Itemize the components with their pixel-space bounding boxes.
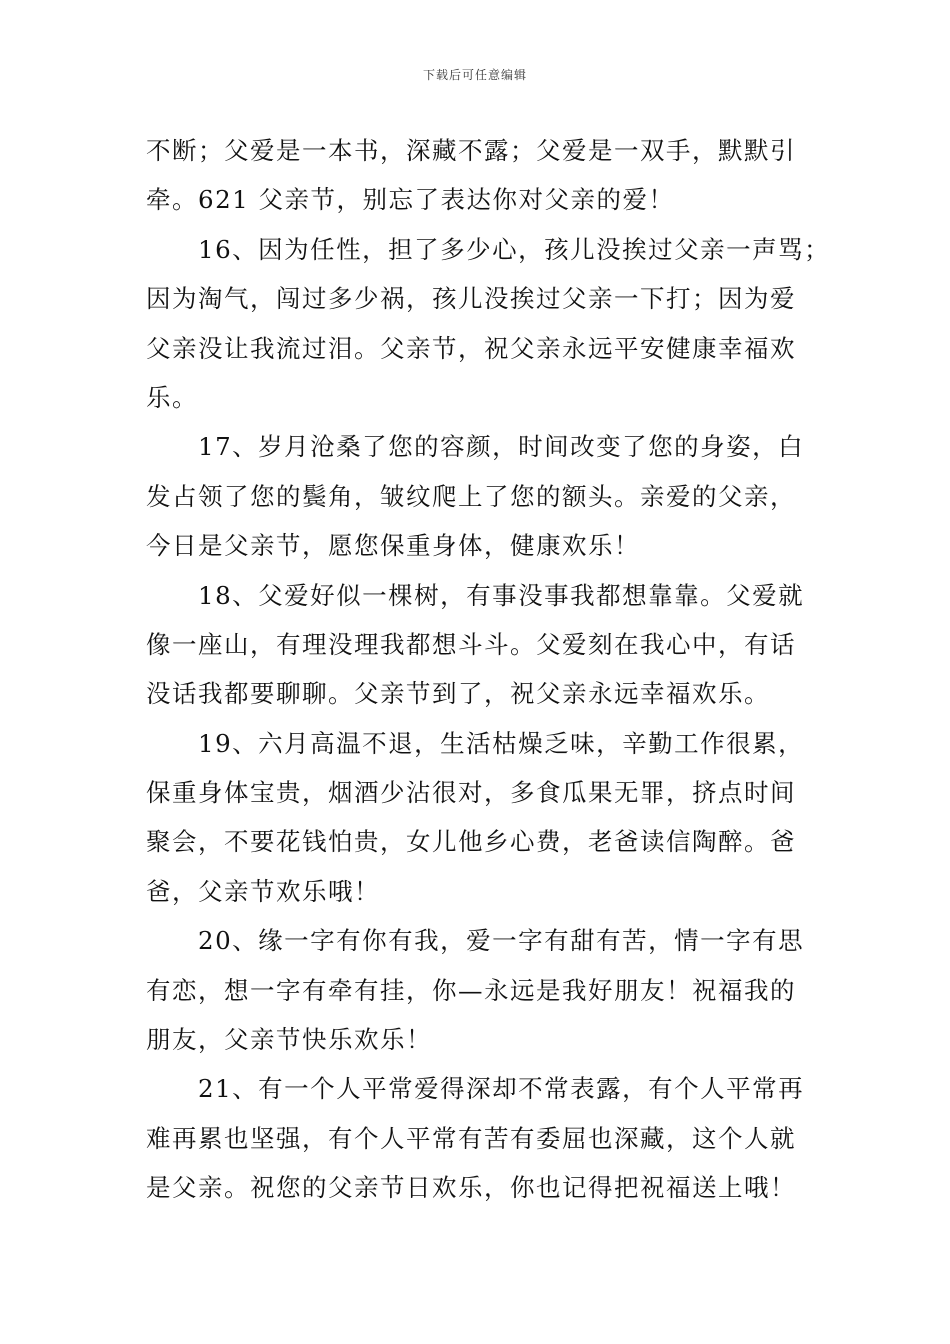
paragraph-start-20: 20、缘一字有你有我，爱一字有甜有苦，情一字有思 [198,926,805,956]
text-line: 像一座山，有理没理我都想斗斗。父爱刻在我心中，有话 [146,629,796,659]
text-line: 今日是父亲节，愿您保重身体，健康欢乐！ [146,531,640,561]
paragraph-start-16: 16、因为任性，担了多少心，孩儿没挨过父亲一声骂； [198,234,831,264]
text-line: 保重身体宝贵，烟酒少沾很对，多食瓜果无罪，挤点时间 [146,778,796,808]
text-line: 朋友，父亲节快乐欢乐！ [146,1025,432,1055]
text-line: 有恋，想一字有牵有挂，你—永远是我好朋友！祝福我的 [146,975,796,1005]
text-line: 难再累也坚强，有个人平常有苦有委屈也深藏，这个人就 [146,1123,796,1153]
text-line: 发占领了您的鬓角，皱纹爬上了您的额头。亲爱的父亲， [146,481,796,511]
text-line: 没话我都要聊聊。父亲节到了，祝父亲永远幸福欢乐。 [146,679,770,709]
text-line: 不断；父爱是一本书，深藏不露；父爱是一双手，默默引 [146,136,796,165]
text-line: 爸，父亲节欢乐哦！ [146,876,380,906]
text-line: 是父亲。祝您的父亲节日欢乐，你也记得把祝福送上哦！ [146,1173,796,1203]
text-line: 聚会，不要花钱怕贵，女儿他乡心费，老爸读信陶醉。爸 [146,827,796,857]
paragraph-start-19: 19、六月高温不退，生活枯燥乏味，辛勤工作很累， [198,728,805,758]
page-header: 下载后可任意编辑 [422,68,527,82]
text-line: 牵。621 父亲节，别忘了表达你对父亲的爱！ [146,185,675,215]
document-body [146,126,831,1213]
paragraph-start-18: 18、父爱好似一棵树，有事没事我都想靠靠。父爱就 [198,580,805,610]
text-line: 乐。 [146,382,198,412]
text-line: 因为淘气，闯过多少祸，孩儿没挨过父亲一下打；因为爱 [146,284,796,314]
paragraph-start-17: 17、岁月沧桑了您的容颜，时间改变了您的身姿，白 [198,432,805,462]
text-line: 父亲没让我流过泪。父亲节，祝父亲永远平安健康幸福欢 [146,333,796,363]
paragraph-start-21: 21、有一个人平常爱得深却不常表露，有个人平常再 [198,1074,805,1104]
